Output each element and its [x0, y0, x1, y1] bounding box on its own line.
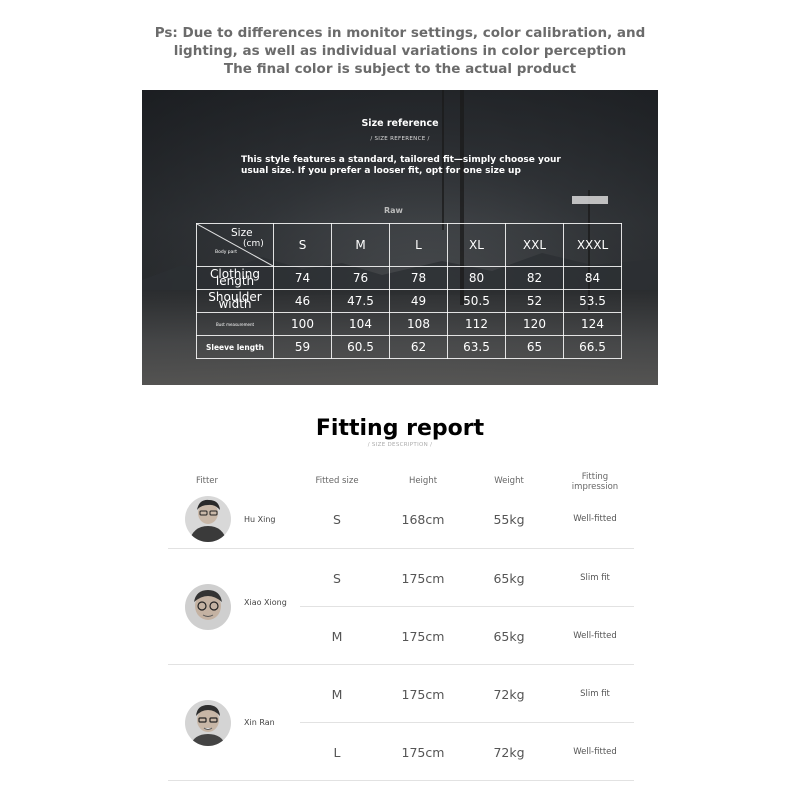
cell-value: 74 — [274, 267, 332, 290]
background-street-sign — [572, 196, 608, 204]
disclaimer-line-2: lighting, as well as individual variations in color perception — [173, 43, 627, 59]
row-clothing-length — [197, 267, 622, 290]
avatar — [185, 496, 231, 542]
row-label-bust-measurement: Bust measurement — [197, 313, 274, 336]
entry-fitted-size: M — [331, 687, 343, 702]
size-header-xl: XL — [448, 224, 506, 267]
cell-value: 78 — [390, 267, 448, 290]
cell-value: 53.5 — [564, 290, 622, 313]
entry-impression: Well-fitted — [573, 514, 617, 524]
entry-fitted-size: M — [331, 629, 343, 644]
cell-value: 66.5 — [564, 336, 622, 359]
size-header-s: S — [274, 224, 332, 267]
cell-value: 46 — [274, 290, 332, 313]
size-chart-table — [196, 223, 622, 359]
avatar-photo-hu-xing — [185, 496, 231, 542]
size-reference-subtitle: / SIZE REFERENCE / — [370, 136, 430, 142]
column-header-fitted-size: Fitted size — [315, 476, 359, 486]
avatar — [185, 584, 231, 630]
fitter-name-xiao-xiong: Xiao Xiong — [244, 598, 287, 607]
cell-value: 104 — [332, 313, 390, 336]
cell-value: 49 — [390, 290, 448, 313]
size-header-row — [197, 224, 622, 267]
fitter-name-xin-ran: Xin Ran — [244, 718, 275, 727]
row-sleeve-length — [197, 336, 622, 359]
column-header-height: Height — [408, 476, 438, 486]
row-label-clothing-length: Clothing length — [197, 267, 274, 290]
fitting-report-title: Fitting report — [315, 416, 485, 441]
row-divider — [168, 664, 634, 665]
body-part-label: Body part — [215, 250, 238, 255]
entry-weight: 65kg — [493, 571, 525, 586]
avatar-photo-xin-ran — [185, 700, 231, 746]
entry-height: 175cm — [401, 629, 445, 644]
size-reference-panel — [142, 90, 658, 385]
size-header-xxxl: XXXL — [564, 224, 622, 267]
cell-value: 50.5 — [448, 290, 506, 313]
row-bust-measurement — [197, 313, 622, 336]
size-header-l: L — [390, 224, 448, 267]
size-header-label: Size — [231, 227, 253, 239]
row-divider — [168, 548, 634, 549]
fitter-name-hu-xing: Hu Xing — [244, 515, 276, 524]
entry-impression: Well-fitted — [573, 631, 617, 641]
avatar — [185, 700, 231, 746]
disclaimer-line-1: Ps: Due to differences in monitor settings, color calibration, and — [154, 25, 646, 41]
unit-label: (cm) — [243, 239, 264, 249]
cell-value: 84 — [564, 267, 622, 290]
size-reference-description: This style features a standard, tailored fit—simply choose your usual size. If you prefer a looser fit, opt for one size up — [241, 155, 561, 176]
entry-impression: Slim fit — [580, 573, 610, 583]
cell-value: 76 — [332, 267, 390, 290]
entry-impression: Slim fit — [580, 689, 610, 699]
entry-fitted-size: L — [333, 745, 341, 760]
entry-height: 175cm — [401, 571, 445, 586]
entry-impression: Well-fitted — [573, 747, 617, 757]
cell-value: 100 — [274, 313, 332, 336]
entry-height: 175cm — [401, 745, 445, 760]
cell-value: 60.5 — [332, 336, 390, 359]
cell-value: 62 — [390, 336, 448, 359]
row-shoulder-width — [197, 290, 622, 313]
row-label-shoulder-width: Shoulder width — [197, 290, 274, 313]
entry-weight: 55kg — [493, 512, 525, 527]
row-label-sleeve-length: Sleeve length — [197, 336, 274, 359]
entry-fitted-size: S — [333, 512, 341, 527]
column-header-weight: Weight — [494, 476, 524, 486]
color-disclaimer — [0, 24, 800, 78]
entry-weight: 72kg — [493, 745, 525, 760]
cell-value: 82 — [506, 267, 564, 290]
cell-value: 65 — [506, 336, 564, 359]
cell-value: 59 — [274, 336, 332, 359]
column-header-fitting-impression: Fitting impression — [571, 472, 619, 492]
disclaimer-line-3: The final color is subject to the actual product — [223, 61, 577, 77]
entry-height: 175cm — [401, 687, 445, 702]
cell-value: 120 — [506, 313, 564, 336]
entry-weight: 72kg — [493, 687, 525, 702]
cell-value: 52 — [506, 290, 564, 313]
fitting-report-subtitle: / SIZE DESCRIPTION / — [367, 442, 433, 448]
row-divider — [300, 606, 634, 607]
cell-value: 63.5 — [448, 336, 506, 359]
row-divider — [300, 722, 634, 723]
size-reference-title: Size reference — [361, 118, 439, 129]
entry-fitted-size: S — [333, 571, 341, 586]
entry-height: 168cm — [401, 512, 445, 527]
cell-value: 124 — [564, 313, 622, 336]
avatar-photo-xiao-xiong — [185, 584, 231, 630]
background-raw-text: Raw — [384, 206, 403, 215]
row-divider — [168, 780, 634, 781]
cell-value: 47.5 — [332, 290, 390, 313]
column-header-fitter: Fitter — [195, 476, 219, 486]
cell-value: 80 — [448, 267, 506, 290]
cell-value: 108 — [390, 313, 448, 336]
size-header-xxl: XXL — [506, 224, 564, 267]
size-header-corner — [197, 224, 274, 267]
size-header-m: M — [332, 224, 390, 267]
entry-weight: 65kg — [493, 629, 525, 644]
cell-value: 112 — [448, 313, 506, 336]
